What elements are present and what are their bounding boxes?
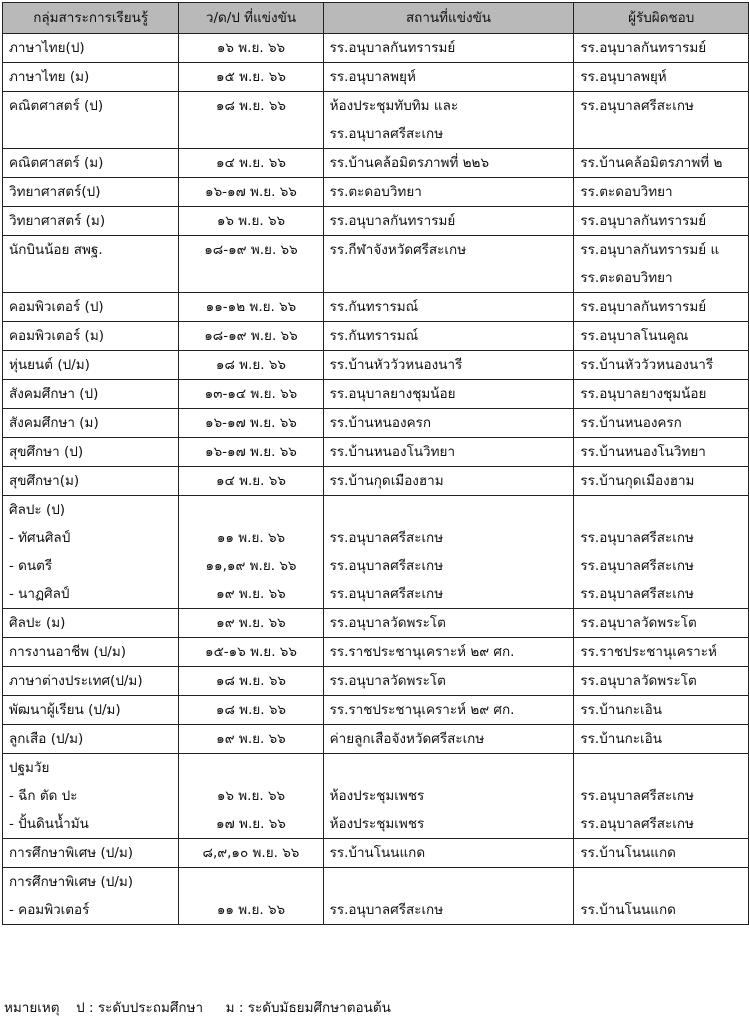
cell-subject-line: การงานอาชีพ (ป/ม) — [9, 644, 126, 660]
cell-responsible-line: รร.ราชประชานุเคราะห์ — [580, 644, 717, 660]
cell-responsible-line — [580, 868, 742, 896]
cell-subject — [3, 63, 179, 92]
cell-responsible-line: รร.บ้านโนนแกด — [580, 902, 676, 918]
cell-responsible — [574, 754, 749, 839]
cell-date — [179, 34, 323, 63]
table-row — [3, 92, 749, 149]
cell-venue-line — [330, 754, 568, 782]
cell-subject — [3, 178, 179, 207]
table-row — [3, 380, 749, 409]
cell-date-line: ๑๖-๑๗ พ.ย. ๖๖ — [205, 415, 297, 431]
cell-date-line: ๑๑-๑๒ พ.ย. ๖๖ — [205, 299, 297, 315]
cell-date-line: ๑๑ พ.ย. ๖๖ — [216, 530, 286, 546]
table-row — [3, 438, 749, 467]
cell-date-line: ๑๑ พ.ย. ๖๖ — [216, 902, 286, 918]
cell-venue-line — [330, 868, 568, 896]
cell-responsible-line: รร.บ้านหนองครก — [580, 415, 682, 431]
cell-subject-line: สุขศึกษา (ป) — [9, 444, 84, 460]
cell-responsible — [574, 609, 749, 638]
cell-venue-line: รร.กันทรารมณ์ — [329, 328, 419, 344]
cell-responsible-line: รร.ตะดอบวิทยา — [580, 184, 673, 200]
cell-responsible — [574, 696, 749, 725]
cell-subject-line: หุ่นยนต์ (ป/ม) — [9, 357, 90, 373]
cell-subject — [3, 839, 179, 868]
cell-subject-line: สังคมศึกษา (ป) — [9, 386, 99, 402]
header-venue: สถานที่แข่งขัน — [323, 3, 574, 34]
cell-venue-line: รร.อนุบาลยางชุมน้อย — [329, 386, 456, 402]
cell-responsible-line: รร.อนุบาลพยุห์ — [580, 69, 667, 85]
cell-venue-line: รร.บ้านคล้อมิตรภาพที่ ๒๒๖ — [329, 155, 490, 171]
cell-responsible — [574, 63, 749, 92]
cell-responsible-line: รร.บ้านกุดเมืองฮาม — [580, 473, 695, 489]
cell-venue-line: รร.อนุบาลพยุห์ — [329, 69, 416, 85]
cell-subject-line: - ฉีก ตัด ปะ — [9, 788, 78, 804]
cell-subject-line: คณิตศาสตร์ (ม) — [9, 155, 104, 171]
cell-date-line: ๑๔ พ.ย. ๖๖ — [216, 473, 286, 489]
table-row — [3, 754, 749, 839]
cell-subject-line: - ทัศนศิลป์ — [9, 530, 71, 546]
cell-date-line: ๑๖ พ.ย. ๖๖ — [216, 40, 286, 56]
cell-responsible — [574, 868, 749, 925]
cell-date-line: ๑๙ พ.ย. ๖๖ — [216, 731, 286, 747]
cell-date-line: ๑๘ พ.ย. ๖๖ — [215, 357, 287, 373]
table-row — [3, 409, 749, 438]
cell-venue-line: รร.อนุบาลศรีสะเกษ — [329, 530, 444, 546]
table-row — [3, 496, 749, 609]
cell-date — [179, 696, 323, 725]
table-body — [3, 34, 749, 925]
cell-venue — [323, 467, 574, 496]
cell-venue-line: รร.กันทรารมณ์ — [329, 299, 419, 315]
cell-subject — [3, 92, 179, 149]
cell-responsible — [574, 638, 749, 667]
table-row — [3, 293, 749, 322]
cell-responsible-line: รร.อนุบาลศรีสะเกษ — [580, 586, 694, 602]
cell-date — [179, 351, 323, 380]
cell-responsible — [574, 293, 749, 322]
cell-date — [179, 409, 323, 438]
cell-subject — [3, 207, 179, 236]
cell-date — [179, 667, 323, 696]
footnote-primary-level: ป : ระดับประถมศึกษา — [76, 1000, 204, 1016]
cell-subject — [3, 696, 179, 725]
cell-subject — [3, 149, 179, 178]
cell-subject-line: วิทยาศาสตร์ (ม) — [9, 213, 106, 229]
cell-venue — [323, 178, 574, 207]
cell-venue-line: รร.บ้านหนองครก — [329, 415, 432, 431]
table-row — [3, 149, 749, 178]
cell-subject — [3, 351, 179, 380]
cell-venue — [323, 839, 574, 868]
cell-date-line: ๑๔ พ.ย. ๖๖ — [216, 155, 286, 171]
cell-responsible — [574, 496, 749, 609]
cell-subject — [3, 609, 179, 638]
cell-subject-line: การศึกษาพิเศษ (ป/ม) — [9, 845, 134, 861]
cell-subject — [3, 322, 179, 351]
cell-subject-line: - นาฏศิลป์ — [9, 586, 70, 602]
cell-responsible — [574, 380, 749, 409]
cell-date-line: ๑๑,๑๙ พ.ย. ๖๖ — [205, 558, 297, 574]
cell-responsible-line: รร.อนุบาลศรีสะเกษ — [580, 558, 694, 574]
cell-responsible-line: รร.อนุบาลศรีสะเกษ — [580, 530, 694, 546]
cell-venue — [323, 638, 574, 667]
cell-venue-line: รร.อนุบาลศรีสะเกษ — [329, 558, 444, 574]
cell-date-line: ๑๘-๑๙ พ.ย. ๖๖ — [204, 328, 298, 344]
cell-responsible-line: รร.อนุบาลวัดพระโต — [580, 673, 697, 689]
cell-venue — [323, 207, 574, 236]
cell-date — [179, 63, 323, 92]
cell-date — [179, 868, 323, 925]
cell-date — [179, 293, 323, 322]
cell-responsible — [574, 322, 749, 351]
cell-venue — [323, 667, 574, 696]
cell-responsible — [574, 667, 749, 696]
cell-subject-line: ศิลปะ (ม) — [9, 615, 66, 631]
cell-subject — [3, 496, 179, 609]
cell-venue-line: รร.อนุบาลกันทรารมย์ — [329, 213, 456, 229]
table-row — [3, 322, 749, 351]
cell-responsible-line: รร.บ้านกะเอิน — [580, 702, 662, 718]
cell-venue-line: รร.อนุบาลศรีสะเกษ — [329, 902, 444, 918]
cell-venue-line: รร.อนุบาลวัดพระโต — [329, 615, 446, 631]
cell-responsible — [574, 438, 749, 467]
cell-subject-line: คณิตศาสตร์ (ป) — [9, 98, 104, 114]
competition-schedule-table — [2, 2, 749, 925]
cell-venue — [323, 496, 574, 609]
cell-venue-line: รร.บ้านหนองโนวิทยา — [329, 444, 456, 460]
table-row — [3, 207, 749, 236]
cell-date-line: ๑๕-๑๖ พ.ย. ๖๖ — [205, 644, 297, 660]
cell-venue-line: รร.อนุบาลกันทรารมย์ — [329, 40, 456, 56]
cell-subject — [3, 236, 179, 293]
cell-date — [179, 839, 323, 868]
cell-subject-line: ภาษาไทย(ป) — [9, 40, 85, 56]
cell-date — [179, 322, 323, 351]
cell-subject-line: วิทยาศาสตร์(ป) — [9, 184, 101, 200]
cell-subject-line: พัฒนาผู้เรียน (ป/ม) — [9, 702, 121, 718]
cell-date-line — [185, 754, 316, 782]
cell-date-line: ๑๖-๑๗ พ.ย. ๖๖ — [205, 184, 297, 200]
table-row — [3, 351, 749, 380]
table-row — [3, 725, 749, 754]
cell-responsible — [574, 725, 749, 754]
cell-responsible-line: รร.อนุบาลศรีสะเกษ — [580, 98, 694, 114]
cell-venue-line: รร.อนุบาลศรีสะเกษ — [329, 586, 444, 602]
cell-date-line: ๑๓-๑๔ พ.ย. ๖๖ — [204, 386, 298, 402]
cell-venue — [323, 380, 574, 409]
cell-responsible — [574, 467, 749, 496]
cell-date-line: ๑๗ พ.ย. ๖๖ — [216, 816, 286, 832]
cell-venue-line: รร.บ้านหัววัวหนองนารี — [329, 357, 463, 373]
cell-venue — [323, 609, 574, 638]
cell-date-line: ๑๖ พ.ย. ๖๖ — [216, 788, 286, 804]
cell-venue — [323, 92, 574, 149]
cell-responsible-line: รร.บ้านหัววัวหนองนารี — [580, 357, 714, 373]
cell-venue — [323, 236, 574, 293]
cell-venue — [323, 754, 574, 839]
footnote-secondary-level: ม : ระดับมัธยมศึกษาตอนต้น — [225, 1000, 391, 1016]
cell-venue-line — [330, 496, 568, 524]
cell-subject — [3, 638, 179, 667]
cell-responsible-line: รร.บ้านหนองโนวิทยา — [580, 444, 706, 460]
cell-responsible — [574, 207, 749, 236]
cell-date-line: ๑๖-๑๗ พ.ย. ๖๖ — [205, 444, 297, 460]
cell-subject — [3, 438, 179, 467]
cell-venue-line: ค่ายลูกเสือจังหวัดศรีสะเกษ — [329, 731, 485, 747]
cell-responsible — [574, 839, 749, 868]
cell-venue — [323, 409, 574, 438]
table-row — [3, 839, 749, 868]
cell-date-line: ๑๘ พ.ย. ๖๖ — [215, 702, 287, 718]
cell-date — [179, 754, 323, 839]
cell-date-line: ๑๘-๑๙ พ.ย. ๖๖ — [204, 242, 298, 258]
cell-responsible-line: รร.อนุบาลยางชุมน้อย — [580, 386, 707, 402]
cell-date-line: ๑๕ พ.ย. ๖๖ — [216, 69, 286, 85]
cell-venue-line: รร.อนุบาลวัดพระโต — [329, 673, 446, 689]
cell-responsible-line: รร.อนุบาลศรีสะเกษ — [580, 816, 694, 832]
cell-responsible-line: รร.อนุบาลวัดพระโต — [580, 615, 697, 631]
cell-responsible — [574, 92, 749, 149]
cell-subject — [3, 754, 179, 839]
cell-venue — [323, 34, 574, 63]
cell-venue-line: รร.กีฬาจังหวัดศรีสะเกษ — [329, 242, 467, 258]
cell-date-line: ๑๘ พ.ย. ๖๖ — [215, 98, 287, 114]
cell-date — [179, 496, 323, 609]
cell-date-line: ๑๙ พ.ย. ๖๖ — [216, 586, 286, 602]
cell-subject — [3, 467, 179, 496]
cell-date — [179, 438, 323, 467]
cell-date — [179, 92, 323, 149]
cell-subject-line: - คอมพิวเตอร์ — [9, 902, 90, 918]
cell-venue — [323, 438, 574, 467]
cell-venue-line: ห้องประชุมเพชร — [329, 816, 425, 832]
table-header-row — [3, 3, 749, 34]
cell-date — [179, 178, 323, 207]
table-row — [3, 467, 749, 496]
cell-date-line — [185, 868, 316, 896]
cell-venue — [323, 868, 574, 925]
cell-date — [179, 467, 323, 496]
cell-venue — [323, 63, 574, 92]
cell-responsible-line — [580, 496, 742, 524]
table-row — [3, 63, 749, 92]
table-row — [3, 638, 749, 667]
cell-responsible — [574, 178, 749, 207]
header-responsible: ผู้รับผิดชอบ — [574, 3, 749, 34]
cell-responsible-line: รร.ตะดอบวิทยา — [580, 270, 673, 286]
cell-venue-line: ห้องประชุมทับทิม และ — [329, 98, 459, 114]
cell-date-line: ๑๘ พ.ย. ๖๖ — [215, 673, 287, 689]
cell-subject-line: ภาษาต่างประเทศ(ป/ม) — [9, 673, 143, 689]
cell-date — [179, 149, 323, 178]
cell-subject — [3, 667, 179, 696]
cell-venue — [323, 351, 574, 380]
cell-venue-line: รร.บ้านกุดเมืองฮาม — [329, 473, 444, 489]
cell-venue — [323, 149, 574, 178]
table-row — [3, 34, 749, 63]
cell-date — [179, 207, 323, 236]
table-row — [3, 609, 749, 638]
cell-responsible — [574, 149, 749, 178]
cell-venue — [323, 725, 574, 754]
cell-date-line: ๘,๙,๑๐ พ.ย. ๖๖ — [202, 845, 300, 861]
cell-responsible-line: รร.อนุบาลศรีสะเกษ — [580, 788, 694, 804]
cell-responsible — [574, 236, 749, 293]
cell-responsible — [574, 409, 749, 438]
cell-venue — [323, 696, 574, 725]
cell-date — [179, 638, 323, 667]
cell-subject — [3, 725, 179, 754]
cell-responsible — [574, 351, 749, 380]
cell-subject — [3, 293, 179, 322]
table-row — [3, 667, 749, 696]
cell-subject — [3, 34, 179, 63]
cell-venue-line: รร.ตะดอบวิทยา — [329, 184, 422, 200]
cell-subject-line: สุขศึกษา(ม) — [9, 473, 80, 489]
table-row — [3, 236, 749, 293]
cell-responsible-line: รร.บ้านกะเอิน — [580, 731, 662, 747]
cell-subject — [3, 409, 179, 438]
cell-venue — [323, 322, 574, 351]
cell-venue-line: ห้องประชุมเพชร — [329, 788, 425, 804]
cell-responsible-line: รร.บ้านคล้อมิตรภาพที่ ๒ — [580, 155, 723, 171]
header-competition-date: ว/ด/ป ที่แข่งขัน — [179, 3, 323, 34]
cell-responsible-line: รร.อนุบาลกันทรารมย์ — [580, 299, 707, 315]
cell-date — [179, 236, 323, 293]
cell-date-line: ๑๙ พ.ย. ๖๖ — [216, 615, 286, 631]
cell-subject-line: ภาษาไทย (ม) — [9, 69, 90, 85]
cell-subject-line: ศิลปะ (ป) — [9, 502, 66, 518]
cell-subject-line: - ดนตรี — [9, 558, 53, 574]
table-row — [3, 696, 749, 725]
cell-venue — [323, 293, 574, 322]
cell-responsible-line: รร.บ้านโนนแกด — [580, 845, 676, 861]
footnote-label: หมายเหตุ — [4, 1000, 60, 1016]
cell-responsible-line: รร.อนุบาลโนนคูณ — [580, 328, 689, 344]
cell-subject-line: คอมพิวเตอร์ (ป) — [9, 299, 104, 315]
cell-venue-line: รร.ราชประชานุเคราะห์ ๒๙ ศก. — [329, 702, 515, 718]
cell-date — [179, 380, 323, 409]
cell-venue-line: รร.อนุบาลศรีสะเกษ — [329, 126, 444, 142]
cell-date-line — [185, 496, 316, 524]
cell-subject — [3, 380, 179, 409]
cell-subject — [3, 868, 179, 925]
cell-responsible-line: รร.อนุบาลกันทรารมย์ แ — [580, 242, 720, 258]
header-subject-group: กลุ่มสาระการเรียนรู้ — [3, 3, 179, 34]
table-row — [3, 178, 749, 207]
cell-subject-line: ปฐมวัย — [9, 760, 50, 776]
cell-responsible — [574, 34, 749, 63]
cell-venue-line: รร.ราชประชานุเคราะห์ ๒๙ ศก. — [329, 644, 515, 660]
cell-subject-line: - ปั้นดินน้ำมัน — [9, 816, 89, 832]
cell-date — [179, 725, 323, 754]
cell-responsible-line: รร.อนุบาลกันทรารมย์ — [580, 40, 707, 56]
cell-subject-line: ลูกเสือ (ป/ม) — [9, 731, 84, 747]
cell-date — [179, 609, 323, 638]
footnote — [4, 996, 391, 1018]
cell-responsible-line — [580, 754, 742, 782]
cell-subject-line: นักบินน้อย สพฐ. — [9, 242, 103, 258]
cell-responsible-line: รร.อนุบาลกันทรารมย์ — [580, 213, 707, 229]
cell-venue-line: รร.บ้านโนนแกด — [329, 845, 426, 861]
cell-subject-line: สังคมศึกษา (ม) — [9, 415, 99, 431]
cell-subject-line: การศึกษาพิเศษ (ป/ม) — [9, 874, 134, 890]
table-row — [3, 868, 749, 925]
cell-date-line: ๑๖ พ.ย. ๖๖ — [216, 213, 286, 229]
cell-subject-line: คอมพิวเตอร์ (ม) — [9, 328, 104, 344]
